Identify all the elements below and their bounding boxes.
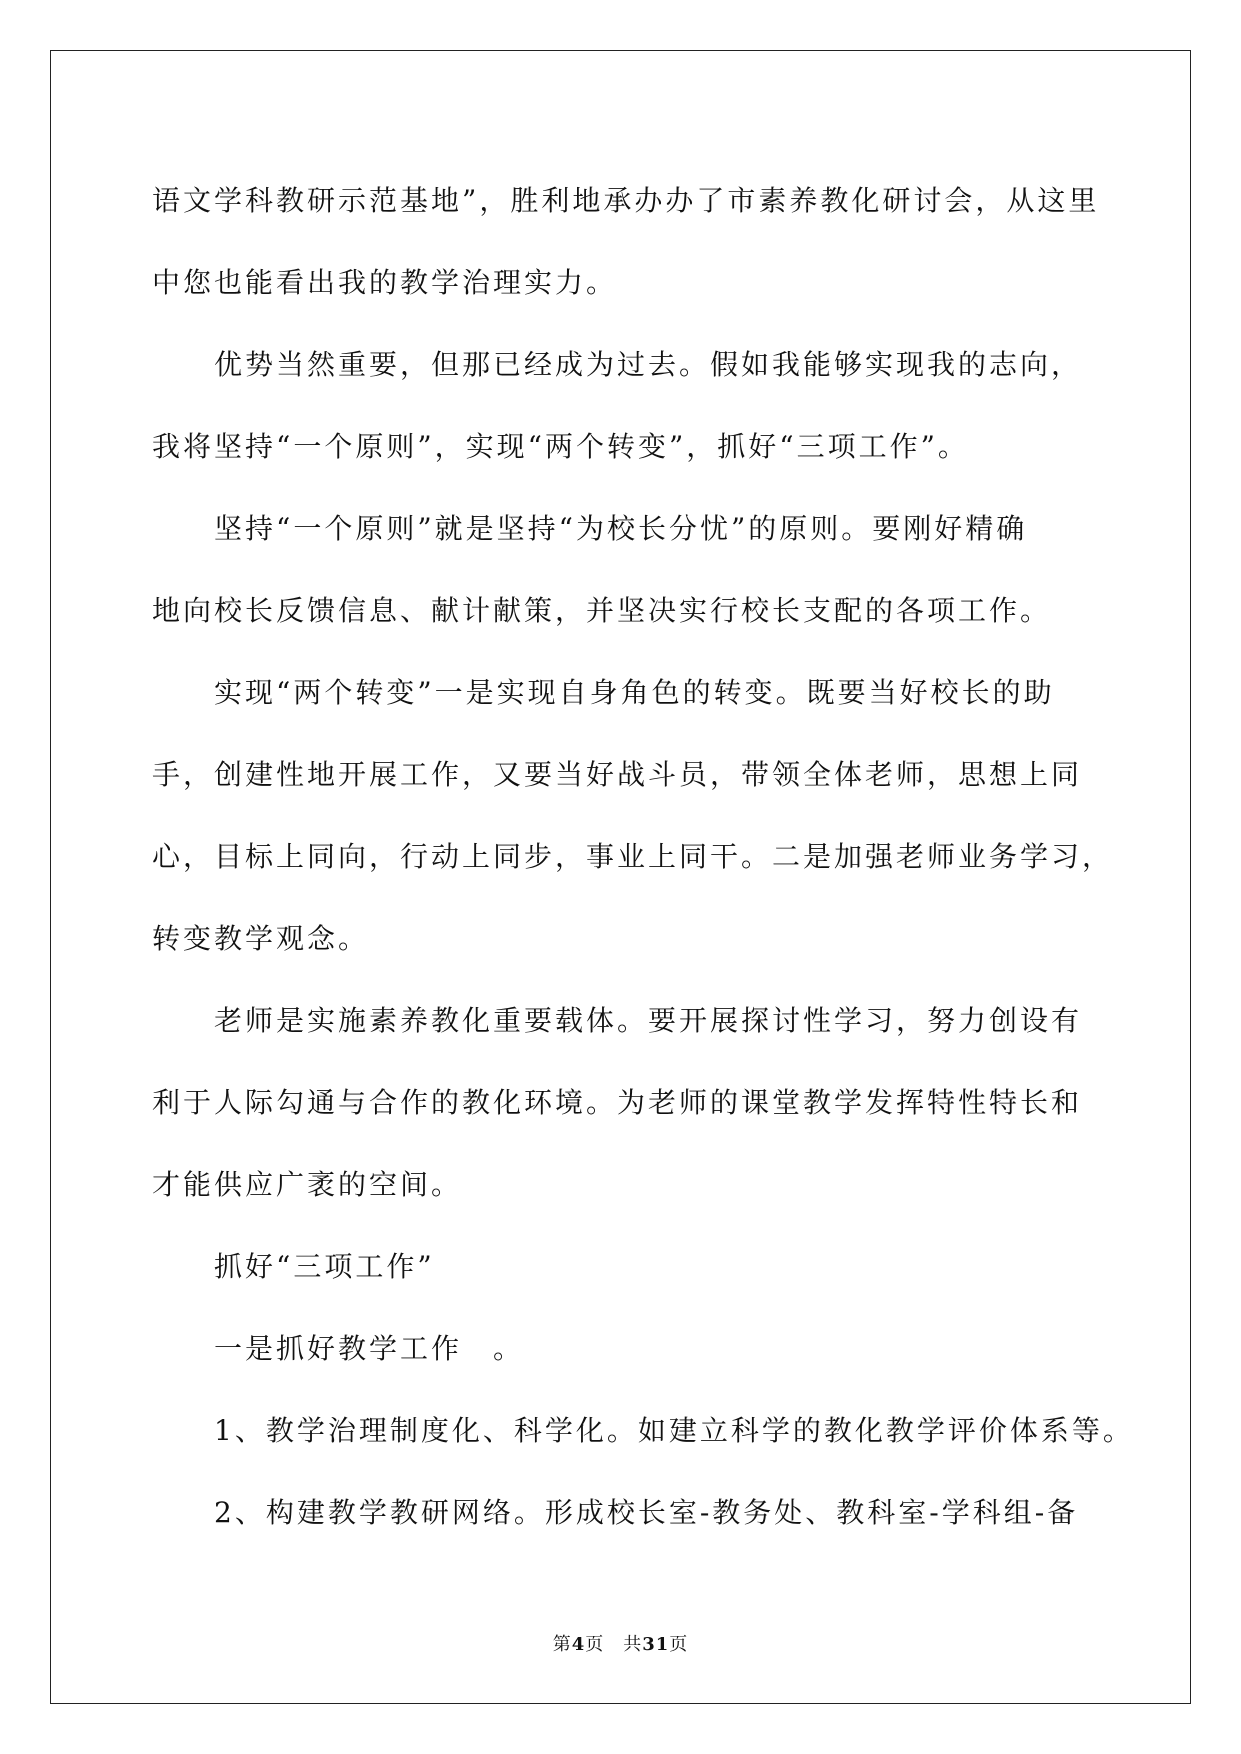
document-body bbox=[152, 160, 1134, 1554]
text-line: 我将坚持“一个原则”，实现“两个转变”，抓好“三项工作”。 bbox=[152, 430, 969, 463]
text-line: 地向校长反馈信息、献计献策，并坚决实行校长支配的各项工作。 bbox=[152, 594, 1052, 627]
text-line: 语文学科教研示范基地”，胜利地承办办了市素养教化研讨会，从这里 bbox=[152, 184, 1100, 217]
text-line: 利于人际勾通与合作的教化环境。为老师的课堂教学发挥特性特长和 bbox=[152, 1086, 1083, 1119]
total-pages-number: 31 bbox=[642, 1634, 670, 1655]
current-page-number: 4 bbox=[571, 1634, 586, 1655]
text-line: 一是抓好教学工作 。 bbox=[152, 1332, 525, 1365]
text-line: 手，创建性地开展工作，又要当好战斗员，带领全体老师，思想上同 bbox=[152, 758, 1083, 791]
page-footer bbox=[0, 1630, 1241, 1656]
text-line: 抓好“三项工作” bbox=[152, 1250, 435, 1283]
text-line: 1、教学治理制度化、科学化。如建立科学的教化教学评价体系等。 bbox=[152, 1414, 1134, 1447]
text-line: 中您也能看出我的教学治理实力。 bbox=[152, 266, 618, 299]
text-line: 转变教学观念。 bbox=[152, 922, 370, 955]
text-line: 2、构建教学教研网络。形成校长室-教务处、教科室-学科组-备 bbox=[152, 1496, 1079, 1529]
footer-suffix: 页 bbox=[669, 1634, 689, 1655]
footer-middle: 页 共 bbox=[585, 1634, 643, 1655]
footer-prefix: 第 bbox=[552, 1634, 572, 1655]
text-line: 才能供应广袤的空间。 bbox=[152, 1168, 463, 1201]
text-line: 优势当然重要，但那已经成为过去。假如我能够实现我的志向， bbox=[152, 348, 1083, 381]
text-line: 心，目标上同向，行动上同步，事业上同干。二是加强老师业务学习， bbox=[152, 840, 1114, 873]
text-line: 实现“两个转变”一是实现自身角色的转变。既要当好校长的助 bbox=[152, 676, 1055, 709]
text-line: 老师是实施素养教化重要载体。要开展探讨性学习，努力创设有 bbox=[152, 1004, 1083, 1037]
text-line: 坚持“一个原则”就是坚持“为校长分忧”的原则。要刚好精确 bbox=[152, 512, 1028, 545]
